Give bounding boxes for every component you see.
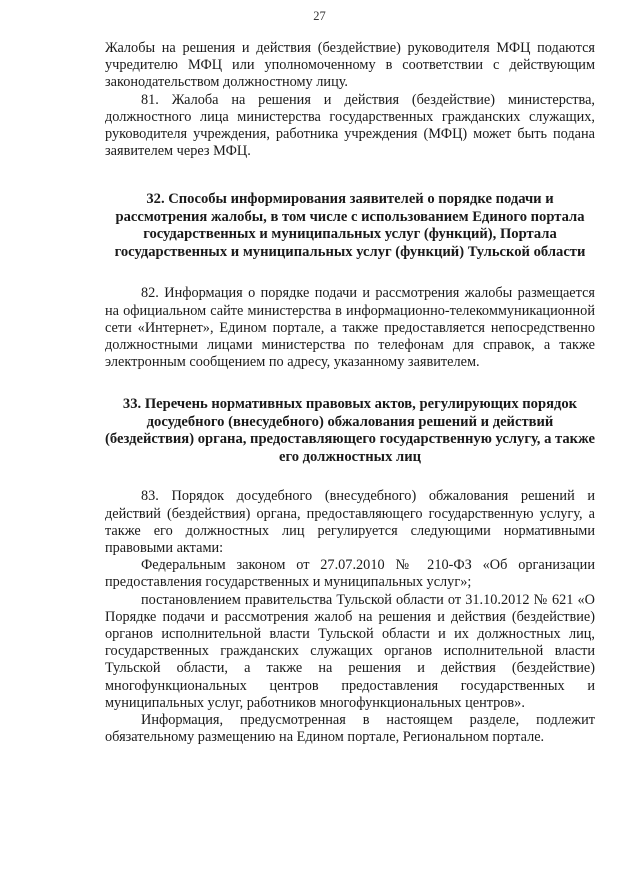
page-number: 27: [313, 9, 326, 23]
paragraph-federal-law: Федеральным законом от 27.07.2010 № 210-ФЗ «Об организации предоставления государственных и муниципальных услуг»;: [105, 557, 595, 591]
paragraph-regional-resolution: постановлением правительства Тульской области от 31.10.2012 № 621 «О Порядке подачи и рассмотрения жалоб на решения и действия (бездействие) органов исполнительной власти Тульской области и их должностных лиц, государственных гражданских служащих органов исполнительной власти Тульской области, а также на решения и действия (бездействие) многофункциональных центров предоставления государственных и муниципальных услуг, работников многофункциональных центров».: [105, 591, 595, 711]
paragraph-complaints-mfc-head: Жалобы на решения и действия (бездействие) руководителя МФЦ подаются учредителю МФЦ или уполномоченному в соответствии с действующим законодательством должностному лицу.: [105, 40, 595, 91]
paragraph-publication-note: Информация, предусмотренная в настоящем разделе, подлежит обязательному размещению на Едином портале, Региональном портале.: [105, 712, 595, 746]
paragraph-81: 81. Жалоба на решения и действия (бездействие) министерства, должностного лица министерства государственных гражданских служащих, руководителя учреждения, работника учреждения (МФЦ) может быть подана заявителем через МФЦ.: [105, 91, 595, 160]
paragraph-82: 82. Информация о порядке подачи и рассмотрения жалобы размещается на официальном сайте министерства в информационно-телекоммуникационной сети «Интернет», Едином портале, а также предоставляется непосредственно должностными лицами министерства по телефонам для справок, а также электронным сообщением по адресу, указанному заявителем.: [105, 285, 595, 371]
paragraph-83: 83. Порядок досудебного (внесудебного) обжалования решений и действий (бездействия) органа, предоставляющего государственную услугу, а также его должностных лиц регулируется следующими нормативными правовыми актами:: [105, 488, 595, 557]
document-body: [105, 40, 595, 746]
section-33-heading: 33. Перечень нормативных правовых актов, регулирующих порядок досудебного (внесудебного) обжалования решений и действий (бездействия) органа, предоставляющего государственную услугу, а также его должностных лиц: [105, 396, 595, 465]
section-32-heading: 32. Способы информирования заявителей о порядке подачи и рассмотрения жалобы, в том числе с использованием Единого портала государственных и муниципальных услуг (функций), Портала государственных и муниципальных услуг (функций) Тульской области: [114, 191, 586, 260]
